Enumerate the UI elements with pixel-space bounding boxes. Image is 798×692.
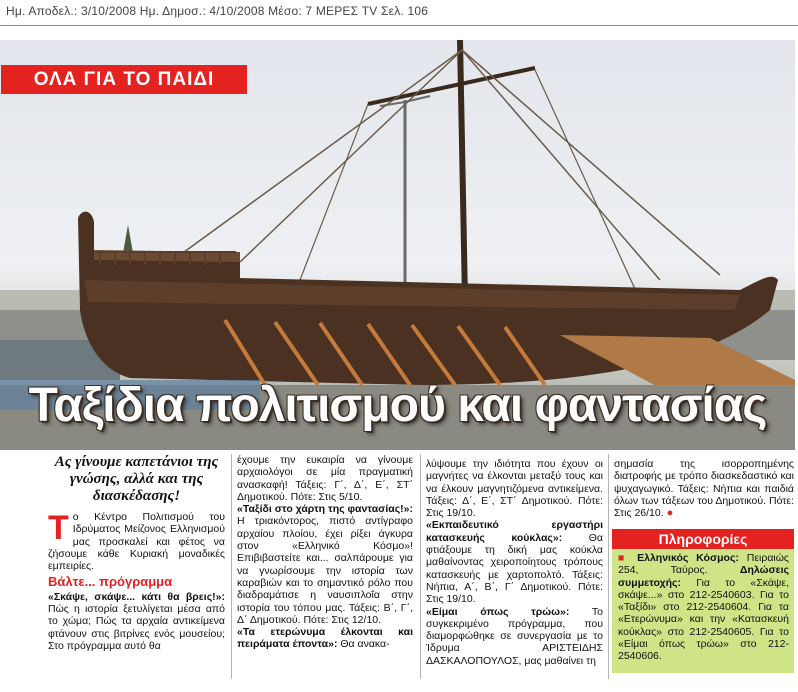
item3-title: «Τα ετερώνυμα έλκονται και πειράματα έποντα»: (237, 626, 413, 651)
item1-paragraph (48, 591, 225, 652)
item3-continued: λύψουμε την ιδιότητα που έχουν οι μαγνήτες να έλκονται μεταξύ τους και να έλκουν μαγνητιζόμενα αντικείμενα. Τάξεις: Δ΄, Ε΄, ΣΤ΄ Δημοτικού. Πότε: Στις 19/10. (426, 458, 603, 520)
item5-continued (614, 458, 794, 519)
clipping-meta-line: Ημ. Αποδελ.: 3/10/2008 Ημ. Δημοσ.: 4/10/2008 Μέσο: 7 ΜΕΡΕΣ TV Σελ. 106 (6, 4, 429, 18)
item1-title: «Σκάψε, σκάψε... κάτι θα βρεις!»: (48, 590, 225, 603)
article-column-2 (237, 454, 413, 651)
item2-text: Η τριακόντορος, πιστό αντίγραφο αρχαίου πλοίου, έχει ρίξει άγκυρα στον «Ελληνικό Κόσμο»! Επιβιβαστείτε και... σαλπάρουμε για να γνωρίσουμε την ιστορία των καραβιών και το σημαντικό ρόλο που διαδραμάτισε η ναυσιπλοΐα στην ιστορία του τόπου μας. Τάξεις: Β΄, Γ΄, Δ΄ Δημοτικού. Πότε: Στις 12/10. (237, 515, 413, 626)
column-divider-3 (608, 454, 609, 679)
item2-title: «Ταξίδι στο χάρτη της φαντασίας!»: (237, 503, 413, 516)
section-tag: ΟΛΑ ΓΙΑ ΤΟ ΠΑΙΔΙ (1, 65, 247, 94)
item4-text: Θα φτιάξουμε τη δική μας κούκλα μαθαίνοντας χειροποίητους τρόπους κατασκευής με χαρτοπολτό. Τάξεις: Νήπια, Α΄, Β΄, Γ΄ Δημοτικού. Πότε: Στις 19/10. (426, 531, 603, 606)
bookings-label: Δηλώσεις συμμετοχής: (618, 564, 790, 589)
item5-paragraph (426, 606, 603, 667)
venue-address: Πειραιώς 254, Ταύρος. (618, 552, 789, 577)
end-mark-icon: ● (666, 507, 674, 520)
column-divider-1 (231, 454, 232, 679)
intro-text: ο Κέντρο Πολιτισμού του Ιδρύματος Μείζονος Ελληνισμού μας προσκαλεί και φέτος να ζήσουμε κάθε Κυριακή μοναδικές εμπειρίες. (48, 511, 225, 573)
item5-text-b: σημασία της ισορροπημένης διατροφής με τρόπο διασκεδαστικό και ψυχαγωγικό. Τάξεις: Νήπια και παιδιά όλων των τάξεων του Δημοτικού. Πότε: Στις 26/10. (614, 458, 794, 520)
article-headline: Ταξίδια πολιτισμού και φαντασίας (28, 379, 767, 432)
article-column-1 (48, 454, 225, 652)
item1-continued: έχουμε την ευκαιρία να γίνουμε αρχαιολόγοι σε μία πραγματική ανασκαφή! Τάξεις: Γ΄, Δ΄, Ε΄, ΣΤ΄ Δημοτικού. Πότε: Στις 5/10. (237, 454, 413, 503)
item5-text-a: Το συγκεκριμένο πρόγραμμα, που διαμορφώθηκε σε συνεργασία με το Ίδρυμα ΑΡΙΣΤΕΙΔΗΣ ΔΑΣΚΑΛΟΠΟΥΛΟΣ, μας μαθαίνει τη (426, 605, 603, 667)
info-box (612, 529, 794, 673)
bookings-text: Για το «Σκάψε, σκάψε...» στο 212-2540603. Για το «Ταξίδι» στο 212-2540604. Για τα «Ετερώνυμα» και την «Κατασκευή κούκλας» στο 212-2540605. Για το «Είμαι όπως τρώω» στο 212-2540606. (618, 576, 789, 663)
intro-paragraph (48, 511, 225, 572)
item4-title: «Εκπαιδευτικό εργαστήρι κατασκευής κούκλας»: (426, 519, 603, 544)
info-body (612, 549, 794, 663)
item4-paragraph (426, 519, 603, 605)
info-title: Πληροφορίες (612, 529, 794, 549)
program-title: Βάλτε... πρόγραμμα (48, 574, 173, 590)
article-subhead: Ας γίνουμε καπετάνιοι της γνώσης, αλλά και της διασκέδασης! (54, 454, 219, 504)
article-column-3 (426, 458, 603, 667)
item3-paragraph (237, 626, 413, 651)
article-column-4 (614, 458, 794, 519)
venue-label: Ελληνικός Κόσμος: (637, 552, 739, 564)
drop-cap: Τ (48, 509, 69, 547)
header-divider (0, 25, 798, 26)
item2-paragraph (237, 503, 413, 626)
item5-title: «Είμαι όπως τρώω»: (426, 605, 570, 618)
bullet-square-icon: ■ (618, 552, 630, 564)
item1-text-a: Πώς η ιστορία ξετυλίγεται μέσα από το χώμα; Πώς τα αρχαία αντικείμενα φτάνουν στις βιτρίνες ενός μουσείου; Στο πρόγραμμα αυτό θα (48, 603, 225, 652)
column-divider-2 (420, 454, 421, 679)
item3-text-a: Θα ανακα- (340, 638, 390, 651)
